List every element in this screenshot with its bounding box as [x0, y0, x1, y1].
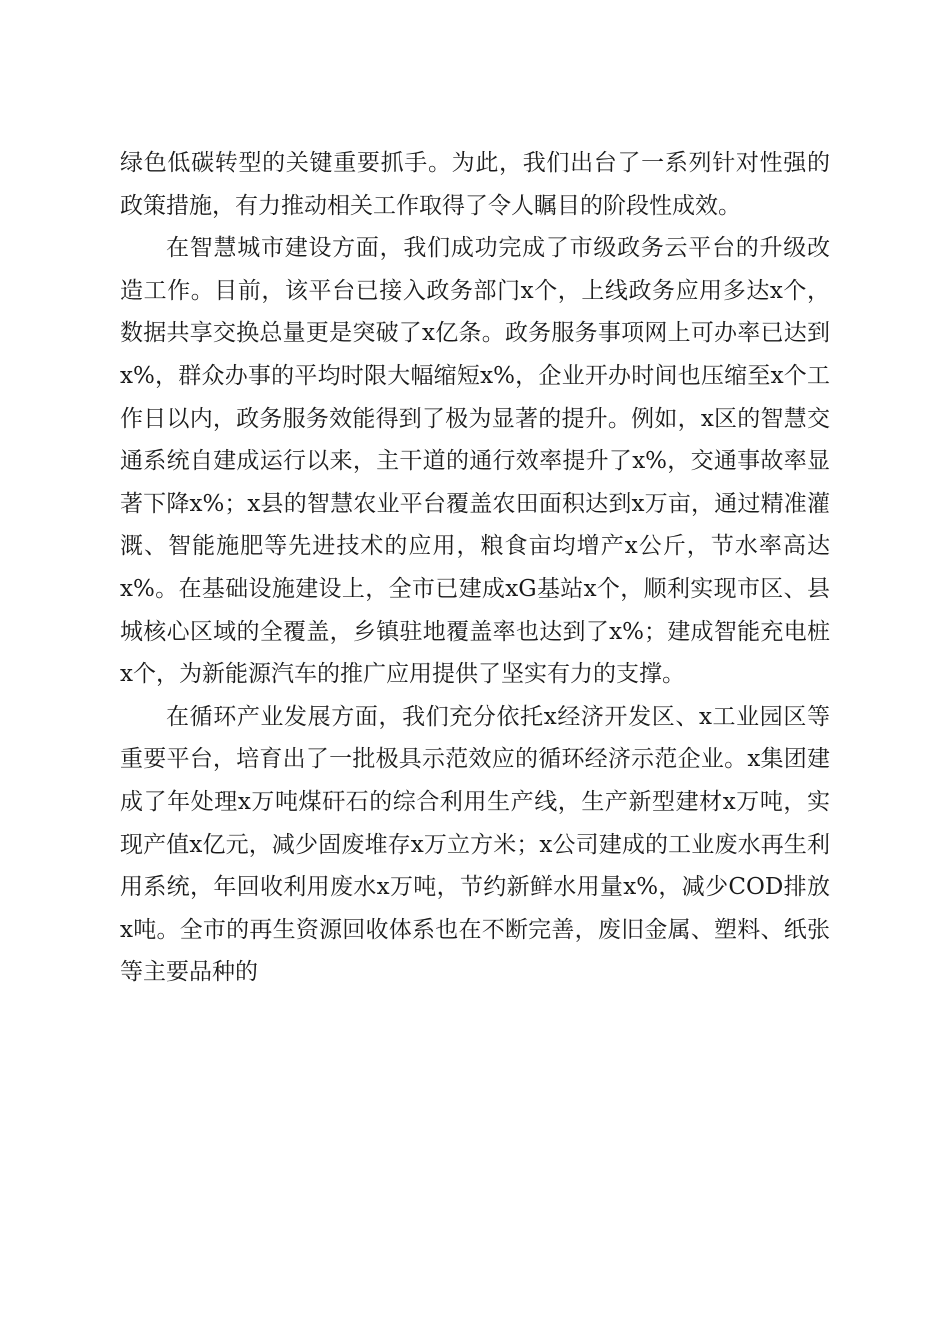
- paragraph-circular-industry: 在循环产业发展方面，我们充分依托x经济开发区、x工业园区等重要平台，培育出了一批极具示范效应的循环经济示范企业。x集团建成了年处理x万吨煤矸石的综合利用生产线，生产新型建材x万吨，实现产值x亿元，减少固废堆存x万立方米；x公司建成的工业废水再生利用系统，年回收利用废水x万吨，节约新鲜水用量x%，减少COD排放x吨。全市的再生资源回收体系也在不断完善，废旧金属、塑料、纸张等主要品种的: [120, 703, 830, 986]
- paragraph-smart-city: 在智慧城市建设方面，我们成功完成了市级政务云平台的升级改造工作。目前，该平台已接入政务部门x个，上线政务应用多达x个，数据共享交换总量更是突破了x亿条。政务服务事项网上可办率已达到x%，群众办事的平均时限大幅缩短x%，企业开办时间也压缩至x个工作日以内，政务服务效能得到了极为显著的提升。例如，x区的智慧交通系统自建成运行以来，主干道的通行效率提升了x%，交通事故率显著下降x%；x县的智慧农业平台覆盖农田面积达到x万亩，通过精准灌溉、智能施肥等先进技术的应用，粮食亩均增产x公斤，节水率高达x%。在基础设施建设上，全市已建成xG基站x个，顺利实现市区、县城核心区域的全覆盖，乡镇驻地覆盖率也达到了x%；建成智能充电桩x个，为新能源汽车的推广应用提供了坚实有力的支撑。: [120, 235, 830, 688]
- paragraph-continuation: 绿色低碳转型的关键重要抓手。为此，我们出台了一系列针对性强的政策措施，有力推动相关工作取得了令人瞩目的阶段性成效。: [120, 150, 830, 219]
- body-text: [120, 142, 830, 994]
